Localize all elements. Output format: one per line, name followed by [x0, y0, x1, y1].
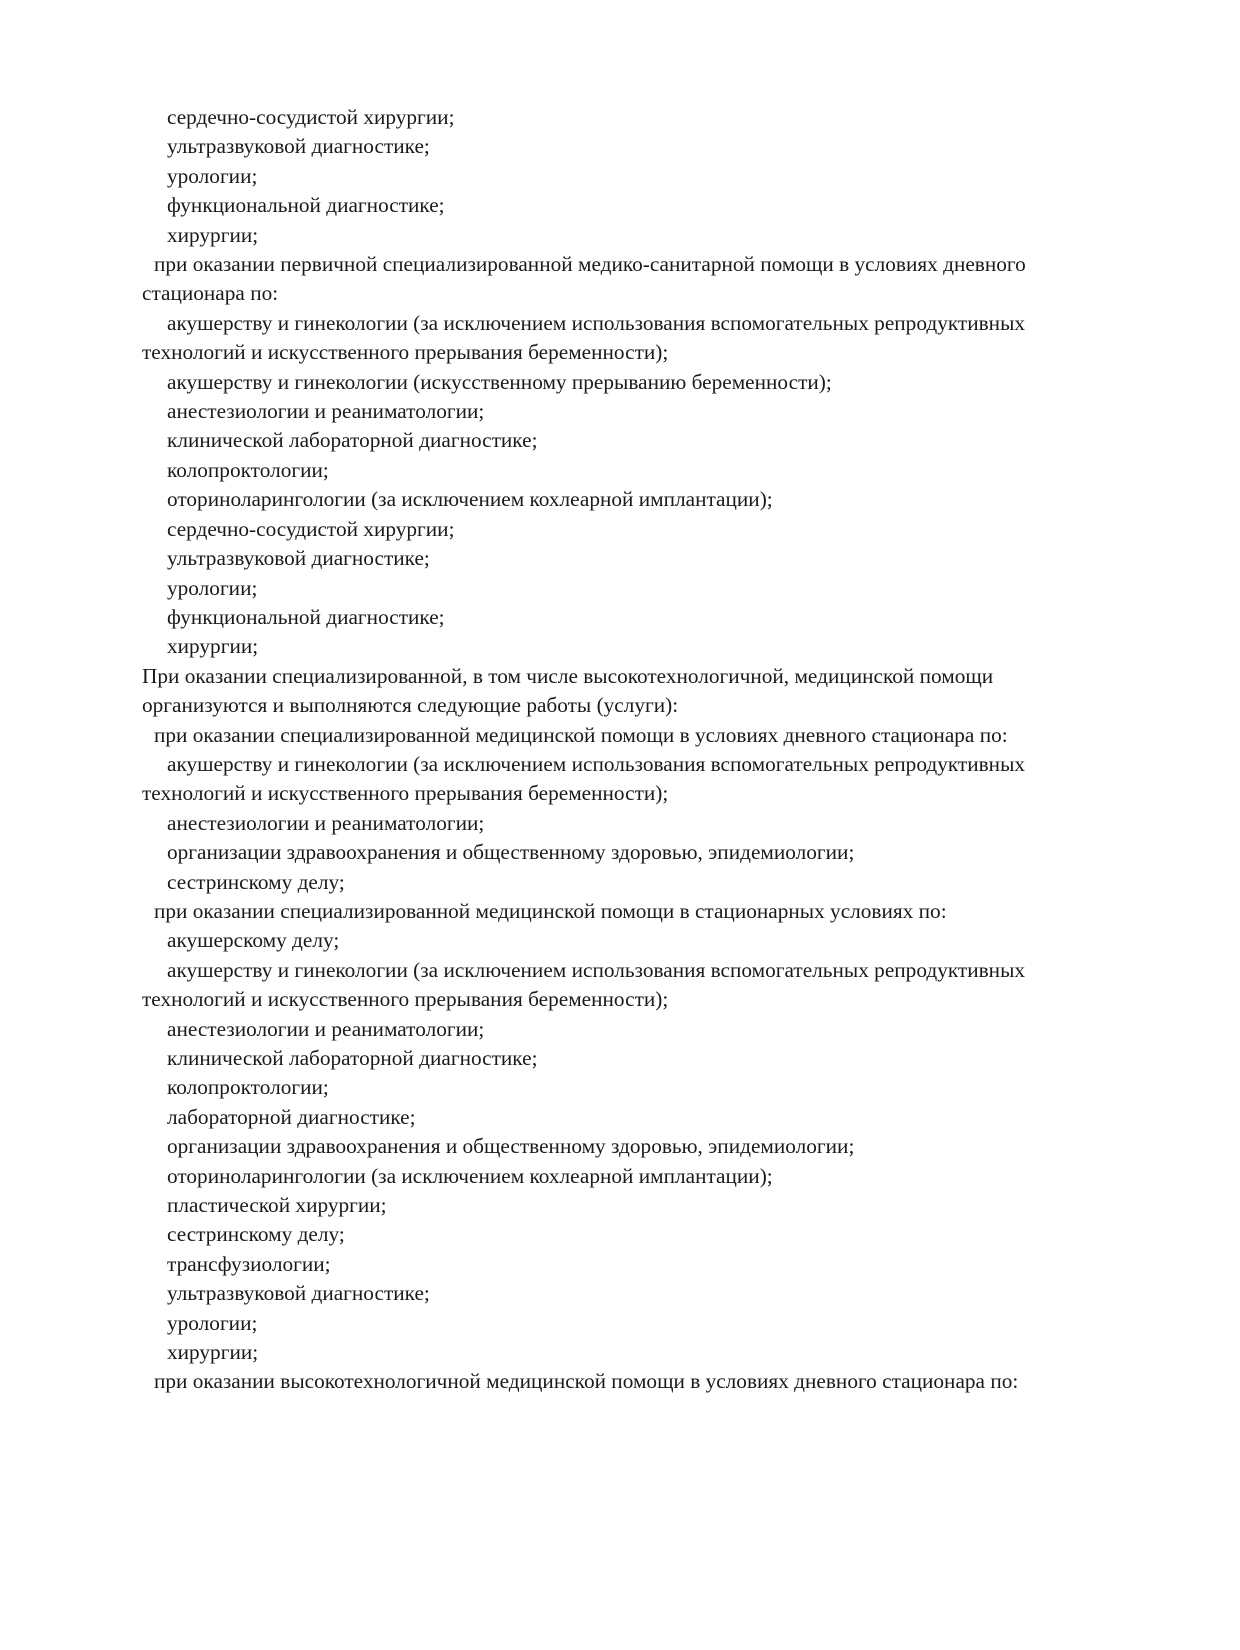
list-item: акушерству и гинекологии (искусственному прерыванию беременности); [167, 369, 832, 394]
list-item: трансфузиологии; [167, 1251, 331, 1276]
list-item: лабораторной диагностике; [167, 1104, 416, 1129]
list-item: анестезиологии и реаниматологии; [167, 1016, 485, 1041]
list-item: сестринскому делу; [167, 1222, 345, 1247]
list-item: сердечно-сосудистой хирургии; [167, 105, 455, 129]
list-item: клинической лабораторной диагностике; [167, 428, 538, 453]
list-item: организации здравоохранения и общественному здоровью, эпидемиологии; [167, 840, 855, 865]
list-item: урологии; [167, 1310, 258, 1335]
list-item: клинической лабораторной диагностике; [167, 1046, 538, 1070]
document-body [142, 103, 1142, 1397]
paragraph-line: технологий и искусственного прерывания беременности); [142, 781, 669, 806]
paragraph-line: стационара по: [142, 281, 279, 306]
list-item: оториноларингологии (за исключением кохлеарной имплантации); [167, 1163, 773, 1188]
list-item: хирургии; [167, 222, 259, 247]
list-item: акушерству и гинекологии (за исключением использования вспомогательных репродуктивных [167, 957, 1026, 982]
list-item: анестезиологии и реаниматологии; [167, 399, 485, 424]
list-item: оториноларингологии (за исключением кохлеарной имплантации); [167, 487, 773, 512]
paragraph-line: технологий и искусственного прерывания беременности); [142, 987, 669, 1012]
list-item: акушерскому делу; [167, 928, 340, 953]
list-item: функциональной диагностике; [167, 193, 445, 218]
list-item: хирургии; [167, 634, 259, 659]
list-item: акушерству и гинекологии (за исключением использования вспомогательных репродуктивных [167, 310, 1026, 335]
list-item: урологии; [167, 575, 258, 600]
list-item: ультразвуковой диагностике; [167, 546, 430, 571]
paragraph-line: организуются и выполняются следующие работы (услуги): [142, 693, 679, 718]
list-item: колопроктологии; [167, 457, 329, 482]
section-heading-line: при оказании высокотехнологичной медицинской помощи в условиях дневного стационара по: [154, 1369, 1019, 1394]
paragraph-line: технологий и искусственного прерывания беременности); [142, 340, 669, 365]
list-item: пластической хирургии; [167, 1193, 387, 1218]
list-item: функциональной диагностике; [167, 604, 445, 629]
list-item: сестринскому делу; [167, 869, 345, 894]
section-heading-line: при оказании первичной специализированной медико-санитарной помощи в условиях дневного [154, 252, 1026, 277]
list-item: организации здравоохранения и общественному здоровью, эпидемиологии; [167, 1134, 855, 1159]
paragraph-line: При оказании специализированной, в том числе высокотехнологичной, медицинской помощи [142, 663, 994, 688]
list-item: ультразвуковой диагностике; [167, 134, 430, 159]
list-item: сердечно-сосудистой хирургии; [167, 516, 455, 541]
list-item: урологии; [167, 163, 258, 188]
section-heading-line: при оказании специализированной медицинской помощи в стационарных условиях по: [154, 898, 947, 923]
list-item: ультразвуковой диагностике; [167, 1281, 430, 1306]
section-heading-line: при оказании специализированной медицинской помощи в условиях дневного стационара по: [154, 722, 1008, 747]
list-item: акушерству и гинекологии (за исключением использования вспомогательных репродуктивных [167, 751, 1026, 776]
list-item: анестезиологии и реаниматологии; [167, 810, 485, 835]
list-item: хирургии; [167, 1340, 259, 1365]
list-item: колопроктологии; [167, 1075, 329, 1100]
